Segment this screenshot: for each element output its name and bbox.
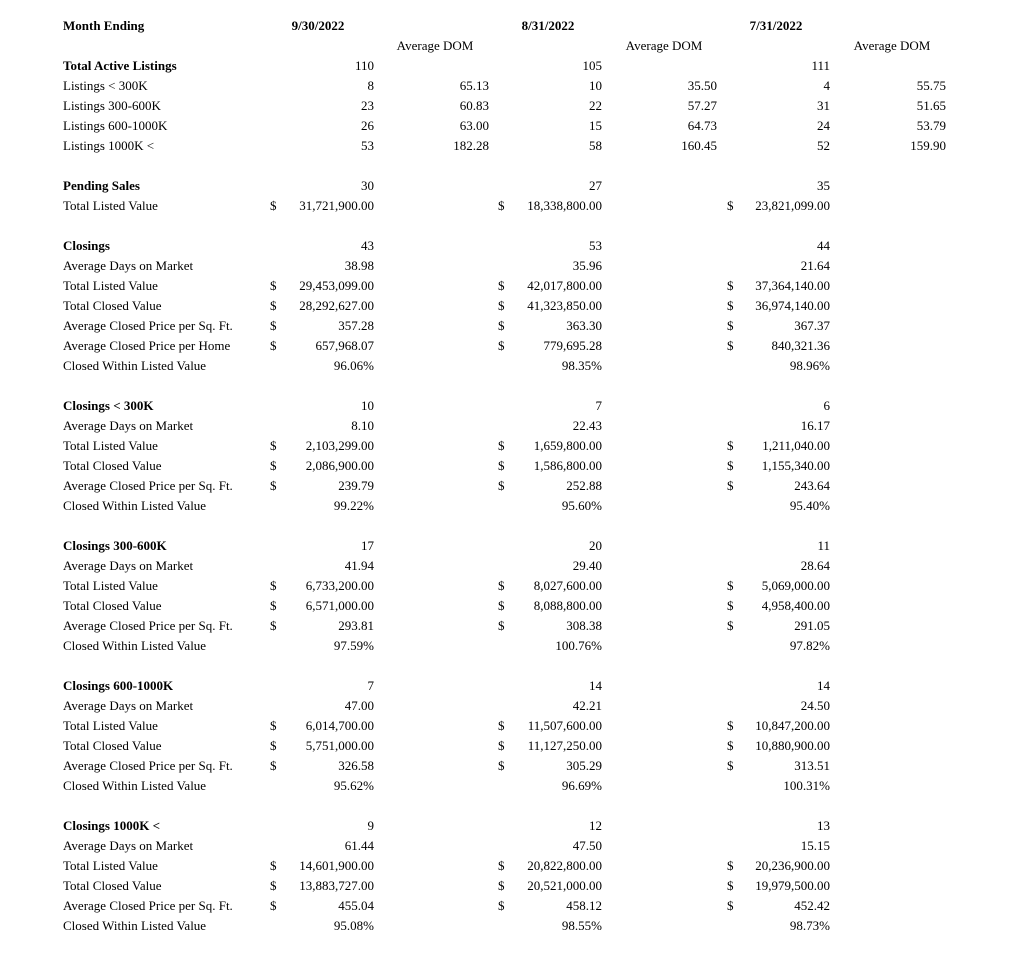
value-cell: 12: [589, 818, 602, 833]
currency-symbol: $: [270, 898, 277, 913]
dom-cell: 65.13: [459, 78, 489, 93]
value-cell: 4: [823, 78, 830, 93]
currency-symbol: $: [270, 458, 277, 473]
currency-symbol: $: [270, 738, 277, 753]
currency-symbol: $: [270, 878, 277, 893]
value-cell: 452.42: [794, 898, 830, 913]
value-cell: 20: [589, 538, 602, 553]
value-cell: 43: [361, 238, 374, 253]
value-cell: 243.64: [794, 478, 830, 493]
row-label: Total Listed Value: [63, 438, 158, 453]
avg-dom-header-3: Average DOM: [853, 38, 931, 53]
value-cell: 21.64: [800, 258, 830, 273]
avg-dom-header-1: Average DOM: [396, 38, 474, 53]
value-cell: 35: [817, 178, 830, 193]
section-title-row: [0, 396, 1020, 416]
value-cell: 97.82%: [789, 638, 830, 653]
row-label: Listings 1000K <: [63, 138, 155, 153]
value-cell: 52: [817, 138, 830, 153]
currency-symbol: $: [270, 598, 277, 613]
table-row: [0, 276, 1020, 296]
table-row: [0, 576, 1020, 596]
value-cell: 13,883,727.00: [299, 878, 374, 893]
dom-cell: 160.45: [681, 138, 717, 153]
row-label: Listings 300-600K: [63, 98, 161, 113]
value-cell: 24.50: [800, 698, 830, 713]
value-cell: 29,453,099.00: [299, 278, 374, 293]
row-label: Total Listed Value: [63, 858, 158, 873]
dom-cell: 60.83: [459, 98, 489, 113]
value-cell: 38.98: [344, 258, 374, 273]
value-cell: 96.06%: [333, 358, 374, 373]
currency-symbol: $: [727, 198, 734, 213]
currency-symbol: $: [498, 198, 505, 213]
value-cell: 5,751,000.00: [305, 738, 374, 753]
value-cell: 6: [823, 398, 830, 413]
row-label: Total Closed Value: [63, 458, 162, 473]
section-title-row: [0, 816, 1020, 836]
value-cell: 61.44: [344, 838, 374, 853]
table-row: [0, 716, 1020, 736]
value-cell: 357.28: [338, 318, 374, 333]
table-row: [0, 356, 1020, 376]
row-label: Average Days on Market: [63, 558, 194, 573]
value-cell: 41,323,850.00: [527, 298, 602, 313]
row-label: Total Closed Value: [63, 298, 162, 313]
table-row: [0, 776, 1020, 796]
section-title-row: [0, 536, 1020, 556]
value-cell: 10,847,200.00: [755, 718, 830, 733]
value-cell: 15: [589, 118, 602, 133]
month-header-1: 9/30/2022: [291, 18, 345, 33]
row-label: Closed Within Listed Value: [63, 638, 207, 653]
currency-symbol: $: [727, 318, 734, 333]
header-row: [0, 16, 1020, 36]
value-cell: 8,027,600.00: [533, 578, 602, 593]
row-label: Average Days on Market: [63, 838, 194, 853]
value-cell: 305.29: [566, 758, 602, 773]
section-title: Closings 1000K <: [63, 818, 160, 833]
currency-symbol: $: [498, 318, 505, 333]
value-cell: 53: [361, 138, 374, 153]
row-label: Average Closed Price per Sq. Ft.: [63, 478, 233, 493]
currency-symbol: $: [270, 758, 277, 773]
value-cell: 31: [817, 98, 830, 113]
value-cell: 17: [361, 538, 374, 553]
value-cell: 14: [817, 678, 830, 693]
row-label: Average Days on Market: [63, 258, 194, 273]
value-cell: 41.94: [344, 558, 374, 573]
dom-cell: 64.73: [687, 118, 717, 133]
value-cell: 95.40%: [789, 498, 830, 513]
value-cell: 1,211,040.00: [762, 438, 830, 453]
value-cell: 27: [589, 178, 602, 193]
value-cell: 99.22%: [333, 498, 374, 513]
section-title-row: [0, 236, 1020, 256]
currency-symbol: $: [727, 718, 734, 733]
month-header-3: 7/31/2022: [749, 18, 803, 33]
currency-symbol: $: [727, 278, 734, 293]
value-cell: 7: [595, 398, 602, 413]
currency-symbol: $: [270, 618, 277, 633]
row-label: Listings 600-1000K: [63, 118, 168, 133]
table-row: [0, 896, 1020, 916]
row-label: Listings < 300K: [63, 78, 148, 93]
currency-symbol: $: [498, 438, 505, 453]
currency-symbol: $: [270, 438, 277, 453]
table-row: [0, 316, 1020, 336]
currency-symbol: $: [498, 598, 505, 613]
table-row: [0, 136, 1020, 156]
value-cell: 10,880,900.00: [755, 738, 830, 753]
row-label: Average Days on Market: [63, 418, 194, 433]
currency-symbol: $: [498, 298, 505, 313]
currency-symbol: $: [727, 758, 734, 773]
currency-symbol: $: [270, 298, 277, 313]
row-label: Average Closed Price per Sq. Ft.: [63, 618, 233, 633]
table-row: [0, 636, 1020, 656]
value-cell: 95.60%: [561, 498, 602, 513]
value-cell: 18,338,800.00: [527, 198, 602, 213]
value-cell: 363.30: [566, 318, 602, 333]
value-cell: 657,968.07: [315, 338, 374, 353]
value-cell: 111: [811, 58, 830, 73]
value-cell: 1,586,800.00: [533, 458, 602, 473]
value-cell: 455.04: [338, 898, 374, 913]
value-cell: 11,127,250.00: [527, 738, 602, 753]
value-cell: 6,571,000.00: [305, 598, 374, 613]
row-label: Closed Within Listed Value: [63, 498, 207, 513]
value-cell: 239.79: [338, 478, 374, 493]
currency-symbol: $: [498, 758, 505, 773]
value-cell: 20,236,900.00: [755, 858, 830, 873]
table-row: [0, 336, 1020, 356]
value-cell: 4,958,400.00: [761, 598, 830, 613]
currency-symbol: $: [498, 718, 505, 733]
value-cell: 105: [582, 58, 602, 73]
row-label: Closed Within Listed Value: [63, 358, 207, 373]
value-cell: 2,086,900.00: [305, 458, 374, 473]
currency-symbol: $: [727, 438, 734, 453]
currency-symbol: $: [727, 298, 734, 313]
value-cell: 8,088,800.00: [533, 598, 602, 613]
table-row: [0, 736, 1020, 756]
value-cell: 14: [589, 678, 602, 693]
table-row: [0, 96, 1020, 116]
currency-symbol: $: [727, 898, 734, 913]
table-row: [0, 296, 1020, 316]
value-cell: 15.15: [800, 838, 830, 853]
table-row: [0, 416, 1020, 436]
value-cell: 28.64: [800, 558, 830, 573]
value-cell: 30: [361, 178, 374, 193]
currency-symbol: $: [270, 338, 277, 353]
pending-sales-title-row: [0, 176, 1020, 196]
value-cell: 293.81: [338, 618, 374, 633]
currency-symbol: $: [498, 618, 505, 633]
value-cell: 98.55%: [561, 918, 602, 933]
row-label: Total Closed Value: [63, 738, 162, 753]
value-cell: 291.05: [794, 618, 830, 633]
value-cell: 326.58: [338, 758, 374, 773]
section-title: Closings: [63, 238, 110, 253]
active-listings-title-row: [0, 56, 1020, 76]
value-cell: 95.62%: [333, 778, 374, 793]
currency-symbol: $: [498, 878, 505, 893]
value-cell: 31,721,900.00: [299, 198, 374, 213]
currency-symbol: $: [727, 338, 734, 353]
value-cell: 10: [361, 398, 374, 413]
table-row: [0, 116, 1020, 136]
value-cell: 24: [817, 118, 830, 133]
currency-symbol: $: [270, 578, 277, 593]
value-cell: 19,979,500.00: [755, 878, 830, 893]
currency-symbol: $: [727, 878, 734, 893]
currency-symbol: $: [498, 858, 505, 873]
value-cell: 29.40: [572, 558, 602, 573]
value-cell: 95.08%: [333, 918, 374, 933]
section-title: Closings < 300K: [63, 398, 154, 413]
value-cell: 35.96: [572, 258, 602, 273]
avg-dom-header-row: [0, 36, 1020, 56]
dom-cell: 55.75: [916, 78, 946, 93]
section-title: Total Active Listings: [63, 58, 177, 73]
value-cell: 252.88: [566, 478, 602, 493]
value-cell: 23: [361, 98, 374, 113]
value-cell: 2,103,299.00: [305, 438, 374, 453]
table-row: [0, 556, 1020, 576]
currency-symbol: $: [498, 338, 505, 353]
value-cell: 97.59%: [333, 638, 374, 653]
value-cell: 458.12: [566, 898, 602, 913]
currency-symbol: $: [498, 478, 505, 493]
value-cell: 23,821,099.00: [755, 198, 830, 213]
value-cell: 100.76%: [555, 638, 602, 653]
value-cell: 7: [367, 678, 374, 693]
dom-cell: 35.50: [687, 78, 717, 93]
value-cell: 11,507,600.00: [527, 718, 602, 733]
currency-symbol: $: [270, 478, 277, 493]
row-label: Closed Within Listed Value: [63, 918, 207, 933]
table-row: [0, 196, 1020, 216]
value-cell: 42.21: [572, 698, 602, 713]
value-cell: 5,069,000.00: [761, 578, 830, 593]
dom-cell: 51.65: [916, 98, 946, 113]
value-cell: 313.51: [794, 758, 830, 773]
currency-symbol: $: [498, 458, 505, 473]
section-title-row: [0, 676, 1020, 696]
currency-symbol: $: [727, 578, 734, 593]
currency-symbol: $: [727, 738, 734, 753]
value-cell: 22: [589, 98, 602, 113]
row-label: Average Closed Price per Sq. Ft.: [63, 758, 233, 773]
currency-symbol: $: [270, 858, 277, 873]
value-cell: 47.00: [344, 698, 374, 713]
value-cell: 8: [367, 78, 374, 93]
table-row: [0, 436, 1020, 456]
value-cell: 110: [354, 58, 374, 73]
value-cell: 36,974,140.00: [755, 298, 830, 313]
currency-symbol: $: [727, 618, 734, 633]
table-row: [0, 856, 1020, 876]
value-cell: 16.17: [800, 418, 830, 433]
section-title: Closings 300-600K: [63, 538, 167, 553]
value-cell: 20,521,000.00: [527, 878, 602, 893]
table-row: [0, 916, 1020, 936]
dom-cell: 63.00: [459, 118, 489, 133]
table-row: [0, 496, 1020, 516]
currency-symbol: $: [270, 278, 277, 293]
value-cell: 11: [817, 538, 830, 553]
avg-dom-header-2: Average DOM: [625, 38, 703, 53]
row-label: Total Closed Value: [63, 598, 162, 613]
value-cell: 13: [817, 818, 830, 833]
value-cell: 779,695.28: [543, 338, 602, 353]
table-row: [0, 876, 1020, 896]
value-cell: 96.69%: [561, 778, 602, 793]
value-cell: 6,014,700.00: [305, 718, 374, 733]
table-row: [0, 476, 1020, 496]
row-label: Total Listed Value: [63, 278, 158, 293]
row-label: Closed Within Listed Value: [63, 778, 207, 793]
value-cell: 100.31%: [783, 778, 830, 793]
value-cell: 8.10: [351, 418, 374, 433]
currency-symbol: $: [270, 318, 277, 333]
currency-symbol: $: [727, 458, 734, 473]
value-cell: 9: [367, 818, 374, 833]
table-row: [0, 76, 1020, 96]
value-cell: 98.73%: [789, 918, 830, 933]
value-cell: 28,292,627.00: [299, 298, 374, 313]
dom-cell: 182.28: [453, 138, 489, 153]
value-cell: 367.37: [794, 318, 830, 333]
value-cell: 53: [589, 238, 602, 253]
row-label: Average Closed Price per Home: [63, 338, 231, 353]
row-label: Total Listed Value: [63, 718, 158, 733]
currency-symbol: $: [498, 278, 505, 293]
month-header-2: 8/31/2022: [521, 18, 575, 33]
value-cell: 42,017,800.00: [527, 278, 602, 293]
currency-symbol: $: [270, 198, 277, 213]
value-cell: 1,659,800.00: [533, 438, 602, 453]
value-cell: 44: [817, 238, 830, 253]
value-cell: 98.35%: [561, 358, 602, 373]
dom-cell: 57.27: [687, 98, 717, 113]
row-label: Total Closed Value: [63, 878, 162, 893]
currency-symbol: $: [727, 478, 734, 493]
value-cell: 58: [589, 138, 602, 153]
value-cell: 37,364,140.00: [755, 278, 830, 293]
value-cell: 840,321.36: [771, 338, 830, 353]
value-cell: 6,733,200.00: [305, 578, 374, 593]
currency-symbol: $: [498, 898, 505, 913]
value-cell: 10: [589, 78, 602, 93]
currency-symbol: $: [270, 718, 277, 733]
value-cell: 98.96%: [789, 358, 830, 373]
table-row: [0, 616, 1020, 636]
row-label: Average Closed Price per Sq. Ft.: [63, 318, 233, 333]
table-row: [0, 836, 1020, 856]
row-label: Total Listed Value: [63, 578, 158, 593]
dom-cell: 53.79: [916, 118, 946, 133]
value-cell: 20,822,800.00: [527, 858, 602, 873]
table-row: [0, 696, 1020, 716]
value-cell: 26: [361, 118, 374, 133]
table-row: [0, 256, 1020, 276]
value-cell: 47.50: [572, 838, 602, 853]
row-label: Average Closed Price per Sq. Ft.: [63, 898, 233, 913]
table-row: [0, 596, 1020, 616]
section-title: Pending Sales: [63, 178, 140, 193]
section-title: Closings 600-1000K: [63, 678, 174, 693]
value-cell: 22.43: [572, 418, 602, 433]
table-row: [0, 456, 1020, 476]
value-cell: 308.38: [566, 618, 602, 633]
table-row: [0, 756, 1020, 776]
currency-symbol: $: [727, 598, 734, 613]
currency-symbol: $: [498, 578, 505, 593]
currency-symbol: $: [498, 738, 505, 753]
value-cell: 14,601,900.00: [299, 858, 374, 873]
month-ending-label: Month Ending: [63, 18, 145, 33]
dom-cell: 159.90: [910, 138, 946, 153]
value-cell: 1,155,340.00: [761, 458, 830, 473]
row-label: Average Days on Market: [63, 698, 194, 713]
row-label: Total Listed Value: [63, 198, 158, 213]
currency-symbol: $: [727, 858, 734, 873]
